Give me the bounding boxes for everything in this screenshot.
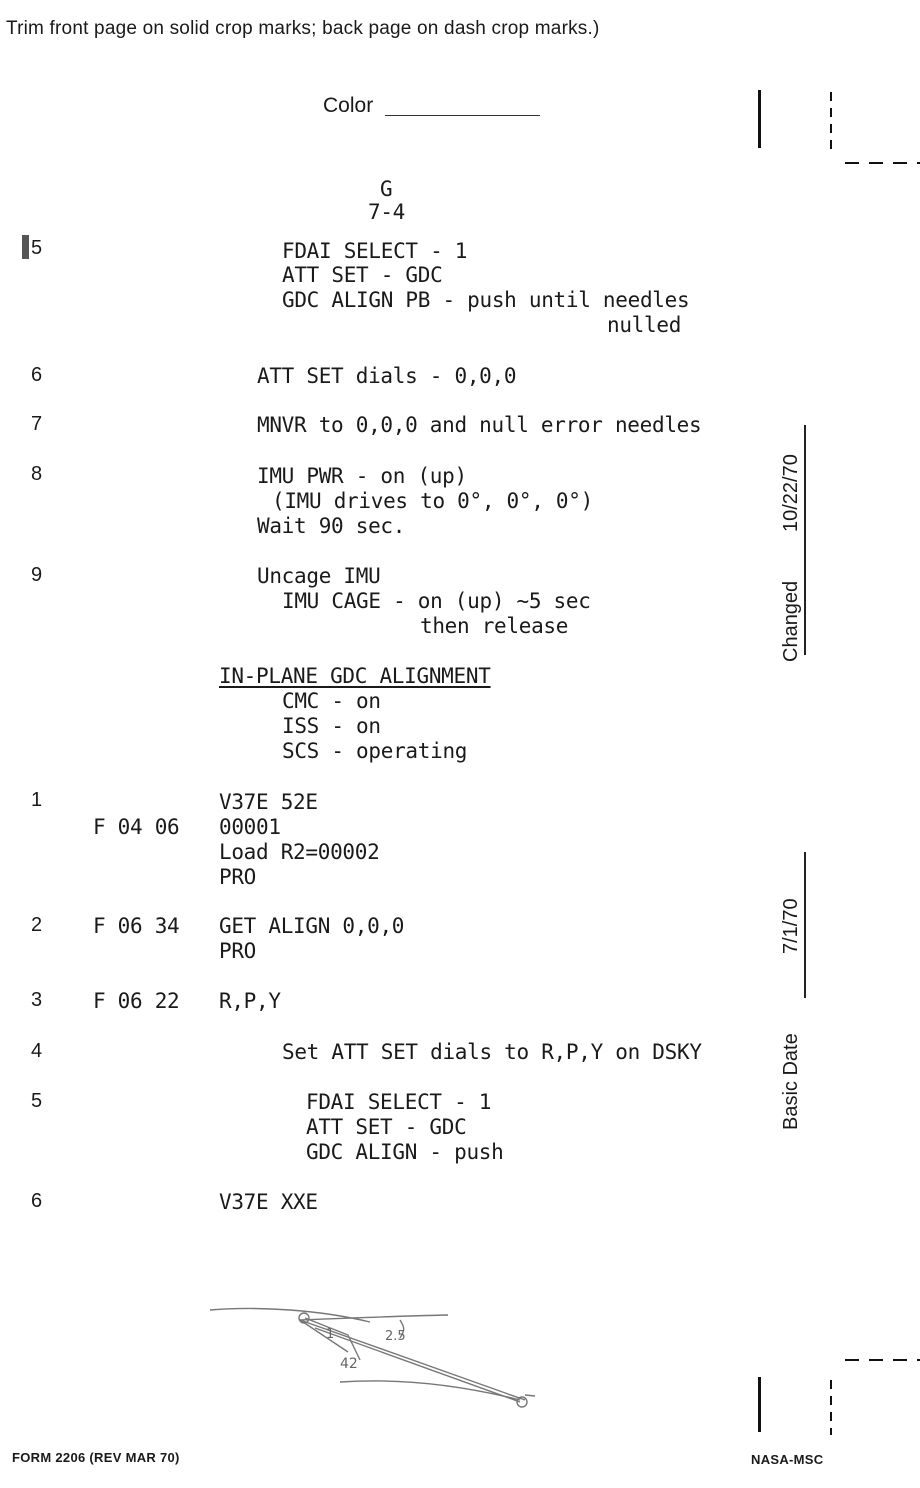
change-bar [22, 235, 29, 259]
prereq-item: CMC - on [282, 689, 381, 713]
changed-label: Changed [780, 580, 802, 662]
step-number: 9 [31, 564, 43, 586]
step-line: GET ALIGN 0,0,0 [219, 914, 405, 938]
step-line: PRO [219, 939, 257, 963]
trim-instructions: Trim front page on solid crop marks; back page on dash crop marks.) [6, 18, 600, 39]
step-number: 4 [31, 1040, 43, 1062]
dsky-code: F 06 22 [93, 989, 180, 1013]
section-letter: G [380, 177, 393, 201]
hand-sketch [200, 1290, 560, 1420]
step-line: V37E 52E [219, 790, 318, 814]
step-number: 1 [31, 789, 43, 811]
crop-mark-dash-vertical-top [830, 92, 832, 150]
step-line: FDAI SELECT - 1 [282, 239, 468, 263]
step-line: Load R2=00002 [219, 840, 380, 864]
basic-date-line [804, 852, 806, 998]
step-line: V37E XXE [219, 1190, 318, 1214]
sketch-label: 1 [326, 1327, 335, 1342]
step-line: GDC ALIGN - push [306, 1140, 504, 1164]
color-blank-line [385, 115, 540, 116]
crop-mark-dash-horizontal-top [845, 162, 920, 164]
changed-date-line [804, 425, 806, 655]
step-line: (IMU drives to 0°, 0°, 0°) [272, 489, 593, 513]
step-line: FDAI SELECT - 1 [306, 1090, 492, 1114]
step-line: Set ATT SET dials to R,P,Y on DSKY [282, 1040, 702, 1064]
page-number: 7-4 [368, 200, 406, 224]
agency-label: NASA-MSC [751, 1452, 824, 1467]
crop-mark-solid-bottom [758, 1377, 761, 1432]
sketch-label: 2.5 [385, 1329, 406, 1344]
step-line: GDC ALIGN PB - push until needles [282, 288, 690, 312]
step-line: PRO [219, 865, 257, 889]
dsky-code: F 06 34 [93, 914, 180, 938]
step-line: nulled [607, 313, 682, 337]
step-line: MNVR to 0,0,0 and null error needles [257, 413, 702, 437]
color-label: Color [323, 94, 374, 117]
step-line: 00001 [219, 815, 281, 839]
step-number: 5 [31, 237, 43, 259]
crop-mark-dash-horizontal-bottom [845, 1359, 920, 1361]
crop-mark-dash-vertical-bottom [830, 1380, 832, 1435]
step-number: 5 [31, 1090, 43, 1112]
step-number: 2 [31, 914, 43, 936]
step-line: Wait 90 sec. [257, 514, 406, 538]
step-line: R,P,Y [219, 989, 281, 1013]
changed-date: 10/22/70 [780, 454, 802, 532]
step-number: 6 [31, 1190, 43, 1212]
basic-date: 7/1/70 [780, 898, 802, 954]
step-number: 8 [31, 463, 43, 485]
step-line: IMU CAGE - on (up) ~5 sec [282, 589, 591, 613]
step-line: ATT SET dials - 0,0,0 [257, 364, 517, 388]
step-number: 6 [31, 364, 43, 386]
dsky-code: F 04 06 [93, 815, 180, 839]
prereq-item: ISS - on [282, 714, 381, 738]
section-title: IN-PLANE GDC ALIGNMENT [219, 664, 491, 688]
step-line: then release [420, 614, 569, 638]
crop-mark-solid-top [758, 90, 761, 148]
sketch-label: 42 [340, 1356, 358, 1372]
step-line: Uncage IMU [257, 564, 381, 588]
step-line: IMU PWR - on (up) [257, 464, 467, 488]
form-number: FORM 2206 (REV MAR 70) [12, 1450, 180, 1465]
step-line: ATT SET - GDC [282, 263, 443, 287]
step-number: 7 [31, 413, 43, 435]
basic-date-label: Basic Date [780, 1033, 802, 1130]
step-number: 3 [31, 989, 43, 1011]
step-line: ATT SET - GDC [306, 1115, 467, 1139]
prereq-item: SCS - operating [282, 739, 468, 763]
